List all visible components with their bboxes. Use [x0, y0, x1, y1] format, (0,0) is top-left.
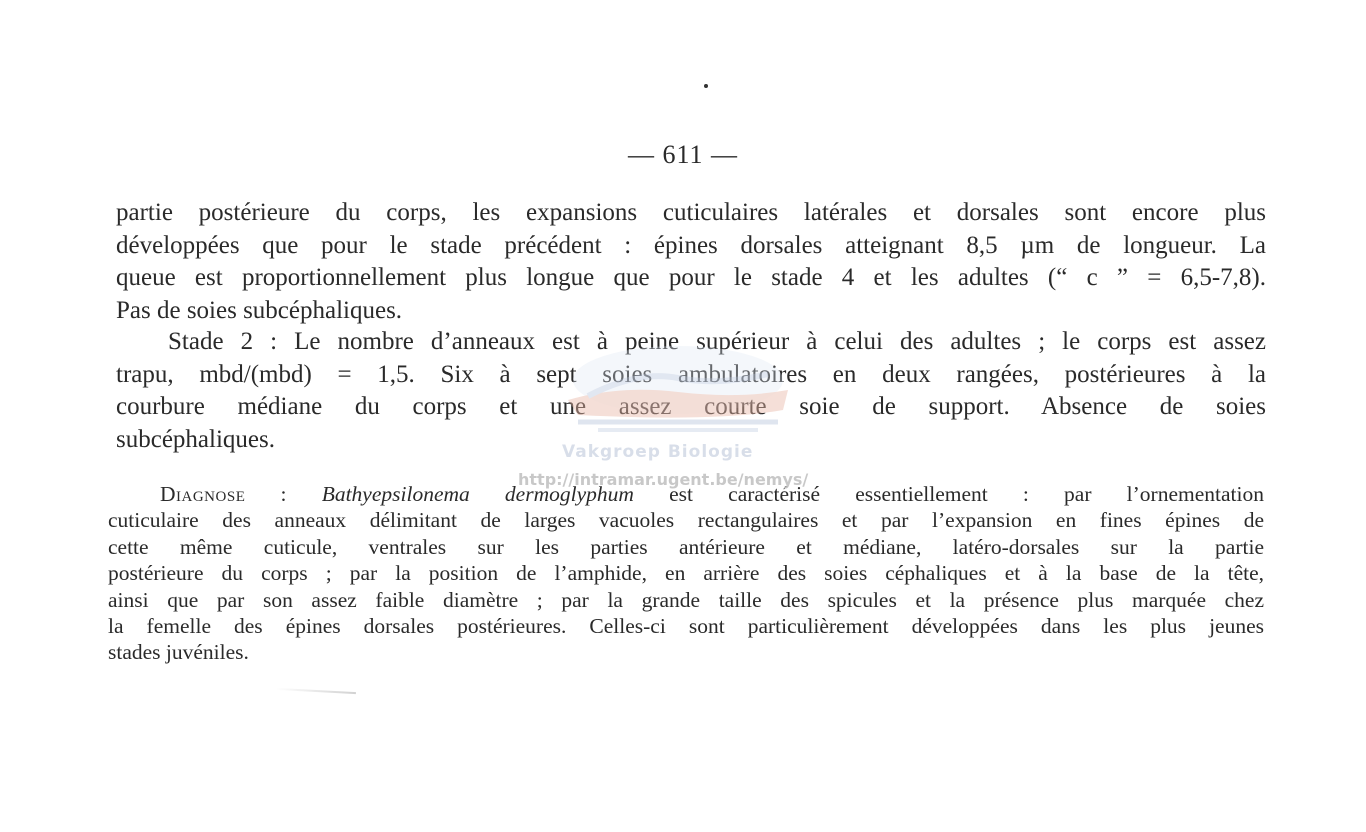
page-number: — 611 —: [627, 140, 739, 169]
text-line: Stade 2 : Le nombre d’anneaux est à peine supérieur à celui des adultes ; le corps est assez: [168, 328, 1266, 355]
paragraph-stade-2: [116, 326, 1266, 456]
watermark-url: http://intramar.ugent.be/nemys/: [518, 470, 809, 489]
diagnose-first-line-rest: est caractérisé essentiellement : par l’ornementation: [633, 482, 1264, 506]
text-line: queue est proportionnellement plus longue que pour le stade 4 et les adultes (“ c ” = 6,5-7,8).: [116, 264, 1266, 291]
text-line: ainsi que par son assez faible diamètre ; par la grande taille des spicules et la présence plus marquée chez: [108, 587, 1264, 612]
text-line: cette même cuticule, ventrales sur les parties antérieure et médiane, latéro-dorsales sur la partie: [108, 534, 1264, 559]
text-line: cuticulaire des anneaux délimitant de larges vacuoles rectangulaires et par l’expansion en fines épines de: [108, 508, 1264, 533]
diagnose-heading: Diagnose: [160, 482, 246, 506]
text-line: développées que pour le stade précédent : épines dorsales atteignant 8,5 µm de longueur. La: [116, 231, 1266, 259]
text-line: Pas de soies subcéphaliques.: [116, 296, 403, 324]
text-line: la femelle des épines dorsales postérieures. Celles-ci sont particulièrement développées dans les plus jeunes: [108, 614, 1264, 639]
diagnose-paragraph: [108, 481, 1264, 666]
text-line: subcéphaliques.: [116, 425, 275, 453]
diagnose-separator: :: [245, 482, 322, 506]
paragraph-stade-3: [116, 197, 1266, 327]
text-line: trapu, mbd/(mbd) = 1,5. Six à sept soies ambulatoires en deux rangées, postérieures à la: [116, 360, 1266, 388]
watermark-label: Vakgroep Biologie: [562, 442, 754, 462]
stray-dot: [704, 84, 708, 88]
species-name: Bathyepsilonema dermoglyphum: [321, 482, 634, 506]
text-line: partie postérieure du corps, les expansions cuticulaires latérales et dorsales sont encore plus: [116, 199, 1266, 226]
text-line: postérieure du corps ; par la position de l’amphide, en arrière des soies céphaliques et à la base de la tête,: [108, 561, 1264, 586]
text-line: stades juvéniles.: [108, 640, 249, 665]
text-line: courbure médiane du corps et une assez courte soie de support. Absence de soies: [116, 393, 1266, 420]
scan-mark: [276, 688, 356, 694]
